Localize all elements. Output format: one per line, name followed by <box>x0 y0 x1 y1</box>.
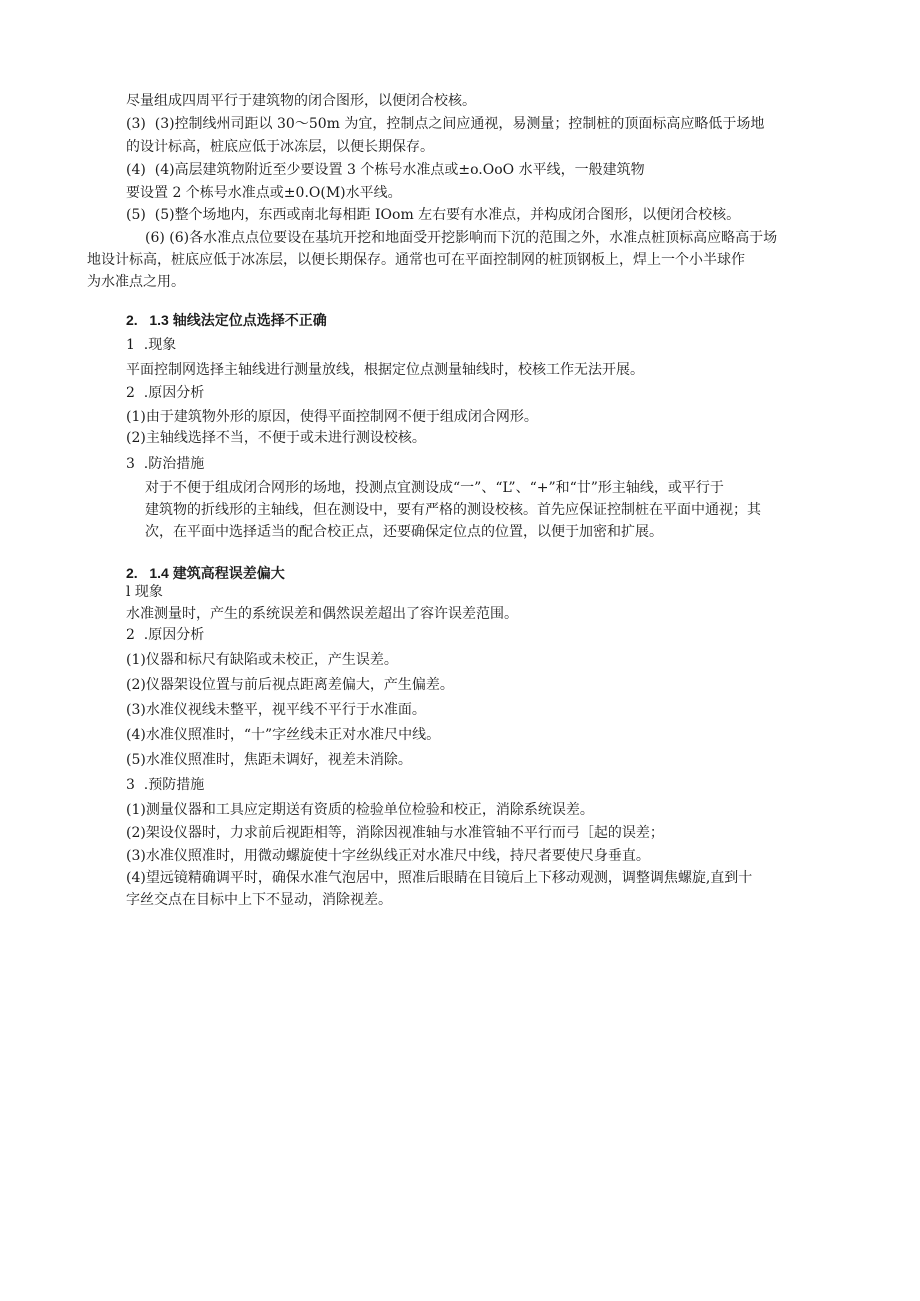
body-text-line: 建筑物的折线形的主轴线，但在测设中，要有严格的测设校核。首先应保证控制桩在平面中通视；其 <box>145 502 761 518</box>
section-heading-1-4: 2. 1.4 建筑高程误差偏大 <box>126 565 285 581</box>
list-item-6: (6) (6)各水准点点位要设在基坑开挖和地面受开挖影响而下沉的范围之外，水准点桩顶标高应略高于场 <box>145 230 778 246</box>
subheading-precautions: 3 .预防措施 <box>126 777 205 793</box>
body-text-line: 平面控制网选择主轴线进行测量放线，根据定位点测量轴线时，校核工作无法开展。 <box>126 362 644 378</box>
body-text-line: 水准测量时，产生的系统误差和偶然误差超出了容许误差范围。 <box>126 606 518 622</box>
list-item: (2)架设仪器时，力求前后视距相等，消除因视准轴与水准管轴不平行而弓［起的误差； <box>126 825 664 841</box>
list-item-5: (5) (5)整个场地内，东西或南北每相距 IOom 左右要有水准点，并构成闭合图形，以便闭合校核。 <box>126 207 741 223</box>
subheading-phenomenon: l 现象 <box>126 584 163 600</box>
subheading-cause-analysis: 2 .原因分析 <box>126 385 205 401</box>
list-item-4: (4) (4)高层建筑物附近至少要设置 3 个栋号水准点或±o.OoO 水平线，一般建筑物 <box>126 162 645 178</box>
list-item: (1)由于建筑物外形的原因，使得平面控制网不便于组成闭合网形。 <box>126 409 538 425</box>
list-item: (4)望远镜精确调平时，确保水准气泡居中，照准后眼睛在目镜后上下移动观测，调整调焦螺旋,直到十 <box>126 870 753 886</box>
body-text-line: 尽量组成四周平行于建筑物的闭合图形，以便闭合校核。 <box>126 93 476 109</box>
list-item: (3)水准仪视线未整平，视平线不平行于水准面。 <box>126 702 426 718</box>
body-text-line: 字丝交点在目标中上下不显动，消除视差。 <box>126 892 392 908</box>
section-heading-1-3: 2. 1.3 轴线法定位点选择不正确 <box>126 312 327 328</box>
list-item: (1)测量仪器和工具应定期送有资质的检验单位检验和校正，消除系统误差。 <box>126 802 594 818</box>
body-text-line: 为水准点之用。 <box>87 274 185 290</box>
list-item: (3)水准仪照准时，用微动螺旋使十字丝纵线正对水准尺中线，持尺者要使尺身垂直。 <box>126 848 650 864</box>
list-item: (2)仪器架设位置与前后视点距离差偏大，产生偏差。 <box>126 677 454 693</box>
list-item: (1)仪器和标尺有缺陷或未校正，产生误差。 <box>126 652 398 668</box>
subheading-prevention: 3 .防治措施 <box>126 456 205 472</box>
body-text-line: 地设计标高，桩底应低于冰冻层，以便长期保存。通常也可在平面控制网的桩顶钢板上，焊上一个小半球作 <box>87 252 745 268</box>
list-item: (2)主轴线选择不当，不便于或未进行测设校核。 <box>126 430 426 446</box>
body-text-line: 对于不便于组成闭合网形的场地，投测点宜测设成“一”、“L”、“+”和“廿”形主轴线，或平行于 <box>145 480 724 496</box>
body-text-line: 要设置 2 个栋号水准点或±0.O(M)水平线。 <box>126 185 402 201</box>
list-item: (5)水准仪照准时，焦距未调好，视差未消除。 <box>126 752 412 768</box>
body-text-line: 的设计标高，桩底应低于冰冻层，以便长期保存。 <box>126 139 434 155</box>
list-item: (4)水准仪照准时，“十”字丝线未正对水准尺中线。 <box>126 727 441 743</box>
list-item-3: (3) (3)控制线州司距以 30～50m 为宜，控制点之间应通视，易测量；控制桩的顶面标高应略低于场地 <box>126 116 765 132</box>
body-text-line: 次，在平面中选择适当的配合校正点，还要确保定位点的位置，以便于加密和扩展。 <box>145 524 663 540</box>
subheading-cause-analysis: 2 .原因分析 <box>126 627 205 643</box>
subheading-phenomenon: 1 .现象 <box>126 337 177 353</box>
